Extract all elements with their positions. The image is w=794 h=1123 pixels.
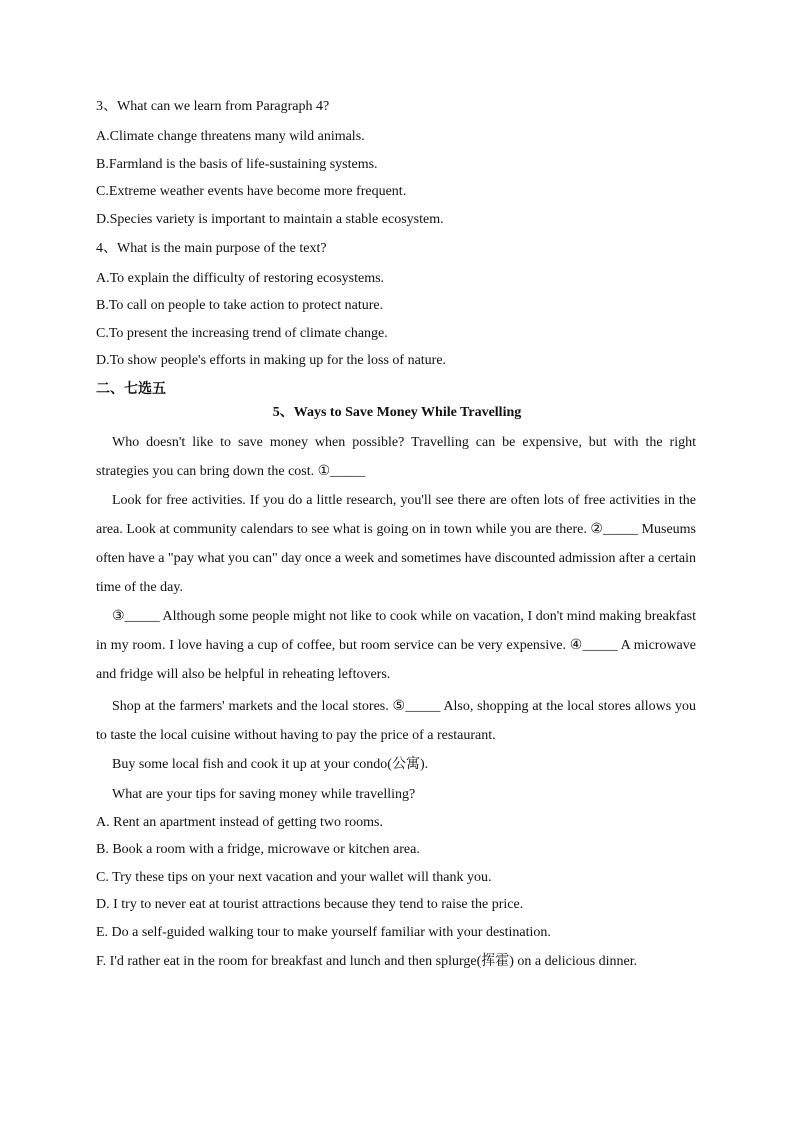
question-4-option-a: A.To explain the difficulty of restoring ecosystems. — [96, 271, 385, 286]
section-heading: 二、七选五 — [96, 382, 166, 397]
passage-title: 5、Ways to Save Money While Travelling — [272, 405, 522, 420]
choice-f: F. I'd rather eat in the room for breakfast and lunch and then splurge(挥霍) on a delicious dinner. — [96, 954, 638, 969]
choice-e: E. Do a self-guided walking tour to make yourself familiar with your destination. — [96, 925, 551, 940]
question-4-stem: 4、What is the main purpose of the text? — [96, 241, 327, 256]
question-4-option-b: B.To call on people to take action to protect nature. — [96, 298, 384, 313]
passage-paragraph-2: Look for free activities. If you do a little research, you'll see there are often lots of free activities in the area. Look at community calendars to see what is going on in town while you are there. ②_____ Museums often have a "pay what you can" day once a week and sometimes have discounted admission after a certain time of the day. — [96, 493, 696, 595]
question-3-stem: 3、What can we learn from Paragraph 4? — [96, 99, 330, 114]
choice-a: A. Rent an apartment instead of getting two rooms. — [96, 815, 383, 830]
question-3-option-c: C.Extreme weather events have become more frequent. — [96, 184, 407, 199]
question-3-option-b: B.Farmland is the basis of life-sustaining systems. — [96, 157, 378, 172]
question-4-option-d: D.To show people's efforts in making up for the loss of nature. — [96, 353, 447, 368]
question-3-option-a: A.Climate change threatens many wild animals. — [96, 129, 365, 144]
passage-paragraph-6: What are your tips for saving money while travelling? — [112, 787, 416, 802]
question-3-option-d: D.Species variety is important to maintain a stable ecosystem. — [96, 212, 444, 227]
passage-paragraph-1: Who doesn't like to save money when possible? Travelling can be expensive, but with the right strategies you can bring down the cost. ①_____ — [96, 435, 696, 479]
passage-paragraph-3: ③_____ Although some people might not like to cook while on vacation, I don't mind making breakfast in my room. I love having a cup of coffee, but room service can be very expensive. ④_____ A microwave and fridge will also be helpful in reheating leftovers. — [96, 609, 696, 682]
passage-paragraph-4: Shop at the farmers' markets and the local stores. ⑤_____ Also, shopping at the local stores allows you to taste the local cuisine without having to pay the price of a restaurant. — [96, 699, 696, 743]
choice-d: D. I try to never eat at tourist attractions because they tend to raise the price. — [96, 897, 524, 912]
passage-paragraph-5: Buy some local fish and cook it up at your condo(公寓). — [112, 757, 429, 772]
choice-b: B. Book a room with a fridge, microwave or kitchen area. — [96, 842, 420, 857]
choice-c: C. Try these tips on your next vacation and your wallet will thank you. — [96, 870, 492, 885]
question-4-option-c: C.To present the increasing trend of climate change. — [96, 326, 388, 341]
